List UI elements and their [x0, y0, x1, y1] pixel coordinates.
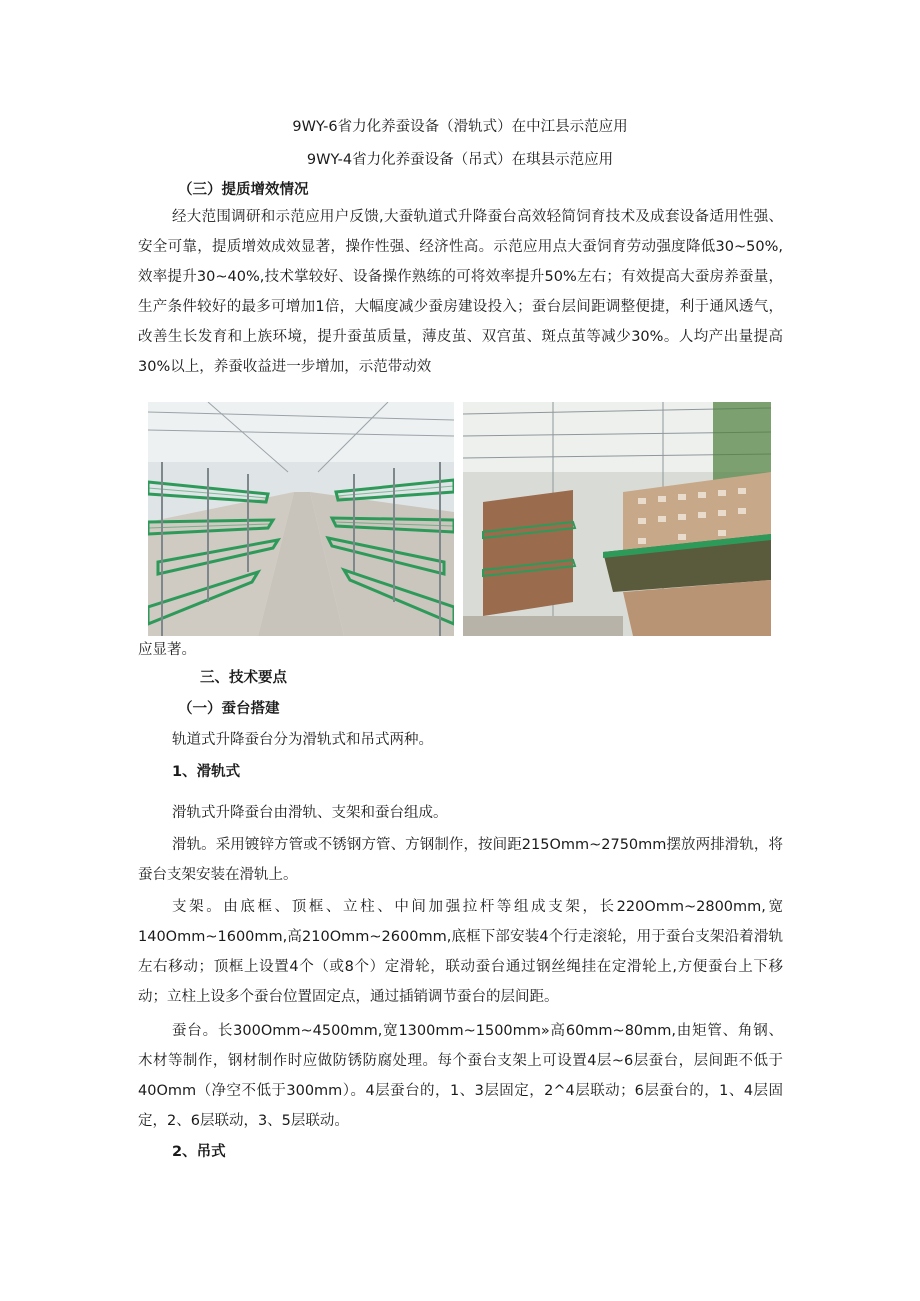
item-suspended: 2、吊式: [172, 1144, 226, 1160]
section-3-title: （三）提质增效情况: [178, 182, 309, 198]
tracks-intro: 轨道式升降蚕台分为滑轨式和吊式两种。: [172, 732, 433, 748]
caption-2: 9WY-4省力化养蚕设备（吊式）在琪县示范应用: [306, 152, 614, 168]
photo-suspended-racks: [463, 402, 771, 636]
continued-text: 应显著。: [138, 642, 196, 658]
paragraph-silkworm-bed: 蚕台。长300Omm~4500mm,宽1300mm~1500mm»高60mm~80mm,由矩管、角钢、木材等制作，钢材制作时应做防锈防腐处理。每个蚕台支架上可设置4层~6层蚕台，层间距不低于40Omm（净空不低于300mm）。4层蚕台的，1、3层固定，2^4层联动；6层蚕台的，1、4层固定，2、6层联动，3、5层联动。: [138, 1023, 783, 1129]
heading-tech-points: 三、技术要点: [200, 670, 287, 686]
paragraph-slide-rail-parts: 滑轨式升降蚕台由滑轨、支架和蚕台组成。: [172, 805, 448, 821]
paragraph-frame: 支架。由底框、顶框、立柱、中间加强拉杆等组成支架，长220Omm~2800mm,宽140Omm~1600mm,高210Omm~2600mm,底框下部安装4个行走滚轮，用于蚕台支架沿着滑轨左右移动；顶框上设置4个（或8个）定滑轮，联动蚕台通过钢丝绳挂在定滑轮上,方便蚕台上下移动；立柱上设多个蚕台位置固定点，通过插销调节蚕台的层间距。: [138, 899, 783, 1005]
paragraph-rail: 滑轨。采用镀锌方管或不锈钢方管、方钢制作，按间距215Omm~2750mm摆放两排滑轨，将蚕台支架安装在滑轨上。: [138, 837, 783, 883]
subheading-rack-setup: （一）蚕台搭建: [178, 701, 280, 717]
section-3-paragraph: 经大范围调研和示范应用户反馈,大蚕轨道式升降蚕台高效轻简饲育技术及成套设备适用性强、安全可靠，提质增效成效显著，操作性强、经济性高。示范应用点大蚕饲育劳动强度降低30~50%,效率提升30~40%,技术掌较好、设备操作熟练的可将效率提升50%左右；有效提高大蚕房养蚕量，生产条件较好的最多可增加1倍，大幅度减少蚕房建设投入；蚕台层间距调整便捷，利于通风透气，改善生长发育和上族环境，提升蚕茧质量，薄皮茧、双宫茧、斑点茧等减少30%。人均产出量提高30%以上，养蚕收益进一步增加，示范带动效: [138, 209, 783, 375]
item-slide-rail: 1、滑轨式: [172, 764, 241, 780]
photo-slide-rail-racks: [148, 402, 454, 636]
caption-1: 9WY-6省力化养蚕设备（滑轨式）在中江县示范应用: [292, 119, 628, 135]
